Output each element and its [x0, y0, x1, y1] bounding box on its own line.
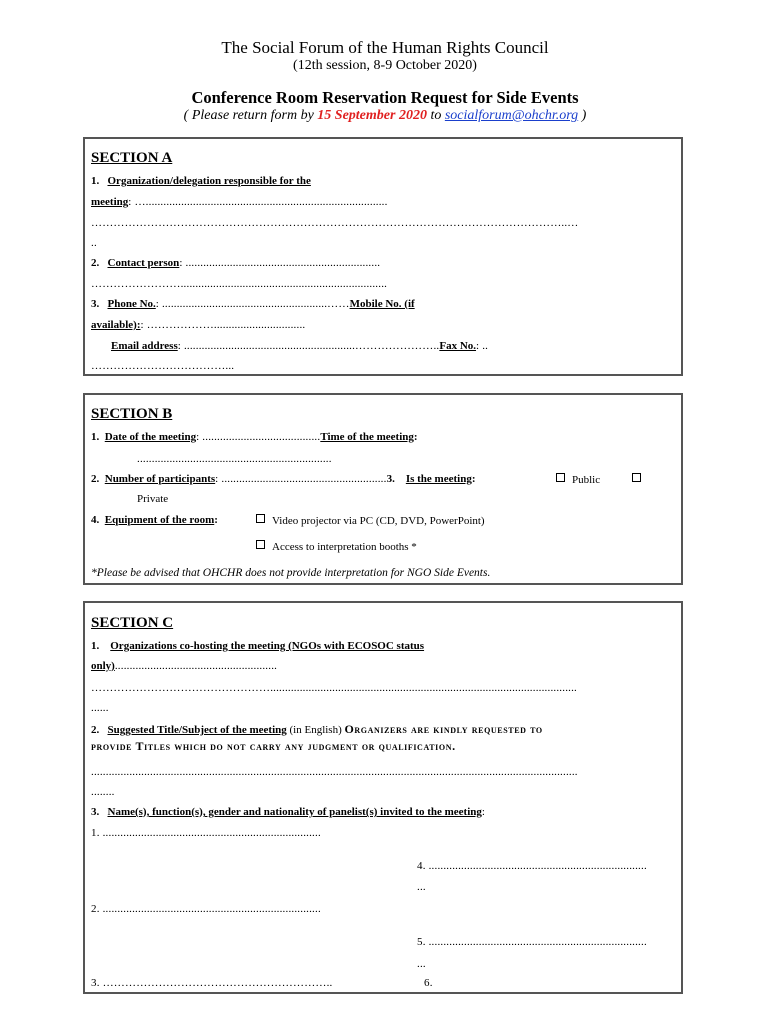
date-time-field[interactable]: [91, 431, 418, 443]
title-instruction-line2: [91, 737, 456, 755]
fax-dots-line2[interactable]: ………………………………...: [91, 360, 235, 372]
section-a-title: SECTION A: [91, 150, 173, 166]
private-checkbox[interactable]: [632, 473, 641, 482]
video-projector-label: Video projector via PC (CD, DVD, PowerPoint): [272, 515, 485, 527]
contact-person-dots-line2[interactable]: ……………………......................................................................: [91, 278, 388, 290]
panelist-4-dots-cont: ...: [417, 881, 426, 893]
return-deadline: 15 September 2020: [317, 108, 427, 123]
panelist-5-field[interactable]: 5. ..........................................................................: [417, 936, 647, 948]
b-q4-number: 4.: [91, 514, 100, 526]
section-b-title: SECTION B: [91, 406, 173, 422]
title-question: [91, 722, 543, 737]
equipment-label: Equipment of the room: [104, 514, 215, 526]
note-close: ): [578, 108, 587, 123]
note-to: to: [426, 108, 445, 123]
cohosts-dots-line3: ......: [91, 702, 109, 714]
title-dots-line2: ........: [91, 786, 115, 798]
organization-label: Organization/delegation responsible for the: [107, 175, 311, 187]
contact-person-label: Contact person: [107, 257, 180, 269]
c-q1-number: 1.: [91, 640, 100, 652]
fax-dots: : ..: [476, 340, 489, 352]
meeting-type-label: Is the meeting: [405, 473, 472, 485]
q2-number: 2.: [91, 257, 100, 269]
suggested-title-label: Suggested Title/Subject of the meeting: [107, 724, 287, 736]
section-a-q1: [91, 175, 311, 187]
forum-title: The Social Forum of the Human Rights Council: [221, 38, 549, 57]
q1-number: 1.: [91, 175, 100, 187]
panelist-3-field[interactable]: 3. ……………………………………………………..: [91, 977, 333, 989]
private-checkbox-wrap[interactable]: [632, 473, 648, 486]
contact-person-field[interactable]: [91, 257, 380, 269]
return-note: [0, 108, 770, 124]
panelist-6-field[interactable]: 6.: [424, 977, 433, 989]
cohosts-field[interactable]: [91, 660, 277, 672]
participants-field[interactable]: [91, 473, 476, 485]
title-instruction-cont: provide Titles which do not carry any judgment or qualification: [91, 739, 453, 753]
phone-dots: : ........................................................……: [155, 298, 350, 310]
c-q2-number: 2.: [91, 724, 100, 736]
b-q1-number: 1.: [91, 431, 100, 443]
meeting-type-colon: :: [471, 473, 476, 485]
mobile-field[interactable]: [91, 319, 305, 331]
cohosts-label-cont: only): [91, 660, 115, 672]
panelist-1-field[interactable]: 1. ..........................................................................: [91, 827, 321, 839]
meeting-time-label: Time of the meeting: [320, 431, 414, 443]
email-fax-field[interactable]: [111, 340, 488, 352]
meeting-date-label: Date of the meeting: [104, 431, 197, 443]
title-instruction-end: .: [452, 739, 456, 753]
q3-number: 3.: [91, 298, 100, 310]
session-subtitle: (12th session, 8-9 October 2020): [293, 58, 477, 73]
organization-dots: : …..................................................................................: [128, 196, 388, 208]
phone-field[interactable]: [91, 298, 415, 310]
public-option[interactable]: [556, 473, 600, 486]
meeting-time-colon: :: [413, 431, 418, 443]
organization-dots-line3: ..: [91, 237, 97, 249]
title-instruction: Organizers are kindly requested to: [344, 722, 543, 736]
participants-dots: : ........................................................: [215, 473, 387, 485]
panelist-5-dots-cont: ...: [417, 958, 426, 970]
panelists-question: [91, 806, 485, 818]
contact-person-dots: : ..................................................................: [179, 257, 381, 269]
c-q3-number: 3.: [91, 806, 100, 818]
equipment-colon: :: [214, 514, 218, 526]
phone-label: Phone No.: [107, 298, 156, 310]
meeting-time-dots[interactable]: ..................................................................: [137, 453, 332, 465]
email-label: Email address: [111, 340, 178, 352]
meeting-date-dots: : ........................................: [196, 431, 321, 443]
form-title: Conference Room Reservation Request for Side Events: [191, 88, 579, 107]
section-b-box: [83, 393, 683, 585]
cohosts-question: [91, 640, 424, 652]
b-q2-number: 2.: [91, 473, 100, 485]
organization-label-cont: meeting: [91, 196, 129, 208]
return-email-link[interactable]: socialforum@ohchr.org: [444, 108, 579, 123]
b-q3-number: 3.: [386, 473, 395, 485]
cohosts-dots: .......................................................: [114, 660, 278, 672]
panelists-colon: :: [481, 806, 485, 818]
panelist-4-field[interactable]: 4. ..........................................................................: [417, 860, 647, 872]
fax-label: Fax No.: [439, 340, 477, 352]
interpretation-label: Access to interpretation booths *: [272, 541, 417, 553]
email-dots: : ..........................................................…………………..: [177, 340, 440, 352]
public-label: Public: [572, 474, 601, 486]
panelist-2-field[interactable]: 2. ..........................................................................: [91, 903, 321, 915]
organization-dots-line2[interactable]: ………………………………………………………………………………………………………………..…: [91, 217, 579, 229]
cohosts-label: Organizations co-hosting the meeting (NGOs with ECOSOC status: [110, 640, 425, 652]
english-note: (in English): [286, 724, 345, 736]
panelists-label: Name(s), function(s), gender and nationality of panelist(s) invited to the meeting: [107, 806, 482, 818]
video-projector-checkbox[interactable]: [256, 514, 265, 523]
participants-label: Number of participants: [104, 473, 216, 485]
video-projector-option[interactable]: [256, 514, 485, 527]
title-dots[interactable]: .....................................................................................................................................................................: [91, 766, 578, 778]
section-c-title: SECTION C: [91, 615, 174, 631]
interpretation-checkbox[interactable]: [256, 540, 265, 549]
mobile-dots: : ………………...............................: [140, 319, 306, 331]
cohosts-dots-line2[interactable]: …………………………………………........................................................................................................: [91, 682, 577, 694]
organization-field[interactable]: [91, 196, 388, 208]
public-checkbox[interactable]: [556, 473, 565, 482]
mobile-label-cont: available):: [91, 319, 141, 331]
private-label: Private: [137, 493, 169, 505]
equipment-field: [91, 514, 218, 526]
interpretation-footnote: *Please be advised that OHCHR does not provide interpretation for NGO Side Events.: [91, 567, 491, 579]
mobile-label: Mobile No. (if: [349, 298, 415, 310]
interpretation-option[interactable]: [256, 540, 417, 553]
note-open: ( Please return form by: [183, 108, 318, 123]
